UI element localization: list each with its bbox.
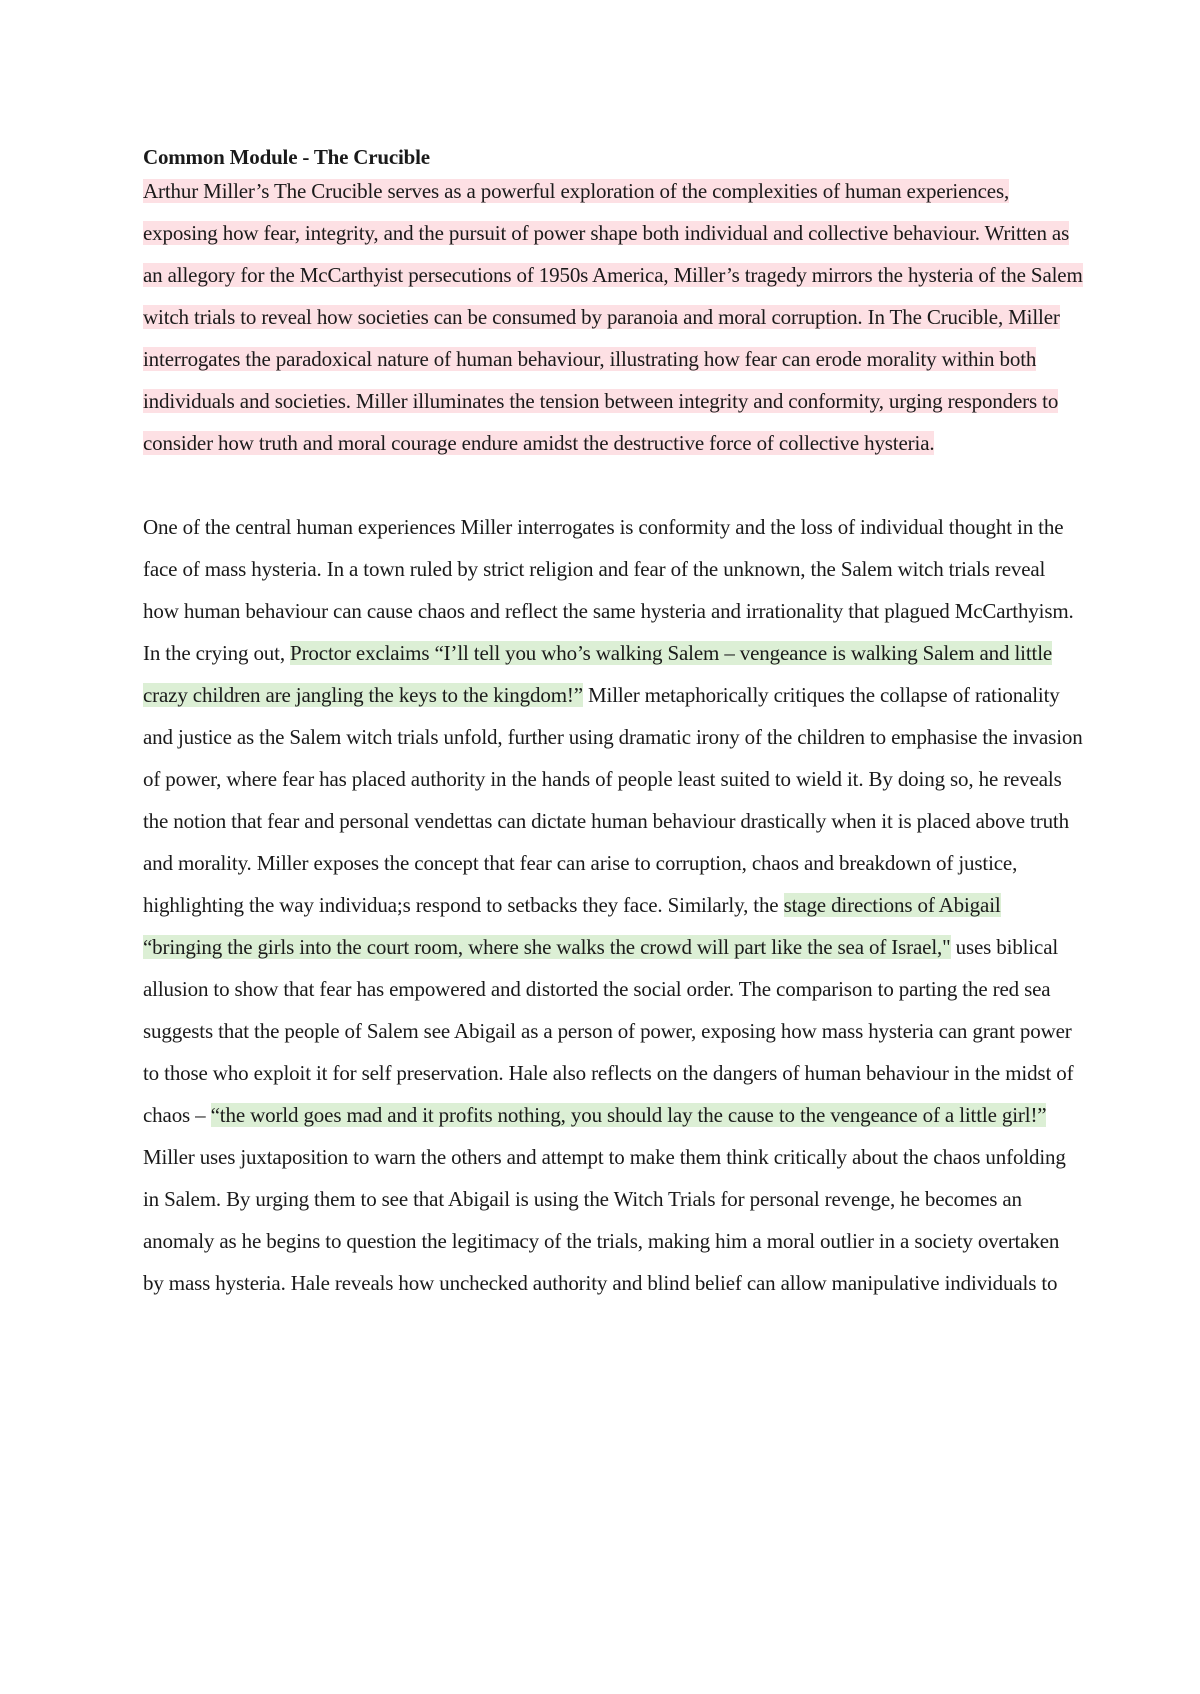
body-text-segment: One of the central human experiences Miller interrogates is conformity and the loss of individual thought in the face of mass hysteria. In a town ruled by strict religion and fear of the unknown, the Salem witch trials reveal how human behaviour can cause chaos and reflect the same hysteria and irrationality that plagued McCarthyism. In the crying out,: [143, 515, 1074, 665]
body-paragraph: [143, 506, 1083, 1304]
document-title: Common Module - The Crucible: [143, 145, 430, 169]
document-content: [143, 142, 1083, 1304]
intro-highlight: Arthur Miller’s The Crucible serves as a powerful exploration of the complexities of human experiences, exposing how fear, integrity, and the pursuit of power shape both individual and collective behaviour. Written as an allegory for the McCarthyist persecutions of 1950s America, Miller’s tragedy mirrors the hysteria of the Salem witch trials to reveal how societies can be consumed by paranoia and moral corruption. In The Crucible, Miller interrogates the paradoxical nature of human behaviour, illustrating how fear can erode morality within both individuals and societies. Miller illuminates the tension between integrity and conformity, urging responders to consider how truth and moral courage endure amidst the destructive force of collective hysteria.: [143, 179, 1083, 455]
body-text-segment: Miller metaphorically critiques the collapse of rationality and justice as the Salem witch trials unfold, further using dramatic irony of the children to emphasise the invasion of power, where fear has placed authority in the hands of people least suited to wield it. By doing so, he reveals the notion that fear and personal vendettas can dictate human behaviour drastically when it is placed above truth and morality. Miller exposes the concept that fear can arise to corruption, chaos and breakdown of justice, highlighting the way individua;s respond to setbacks they face. Similarly, the: [143, 683, 1083, 917]
intro-paragraph: [143, 170, 1083, 464]
quote-highlight-proctor: Proctor exclaims “I’ll tell you who’s walking Salem – vengeance is walking Salem and little crazy children are jangling the keys to the kingdom!”: [143, 641, 1053, 707]
body-text-segment: Miller uses juxtaposition to warn the others and attempt to make them think critically about the chaos unfolding in Salem. By urging them to see that Abigail is using the Witch Trials for personal revenge, he becomes an anomaly as he begins to question the legitimacy of the trials, making him a moral outlier in a society overtaken by mass hysteria. Hale reveals how unchecked authority and blind belief can allow manipulative individuals to: [143, 1145, 1066, 1295]
body-text-segment: uses biblical allusion to show that fear has empowered and distorted the social order. The comparison to parting the red sea suggests that the people of Salem see Abigail as a person of power, exposing how mass hysteria can grant power to those who exploit it for self preservation. Hale also reflects on the dangers of human behaviour in the midst of chaos –: [143, 935, 1074, 1127]
quote-highlight-hale: “the world goes mad and it profits nothing, you should lay the cause to the vengeance of a little girl!”: [210, 1103, 1047, 1127]
quote-highlight-abigail: stage directions of Abigail “bringing the girls into the court room, where she walks the crowd will part like the sea of Israel,": [143, 893, 1001, 959]
